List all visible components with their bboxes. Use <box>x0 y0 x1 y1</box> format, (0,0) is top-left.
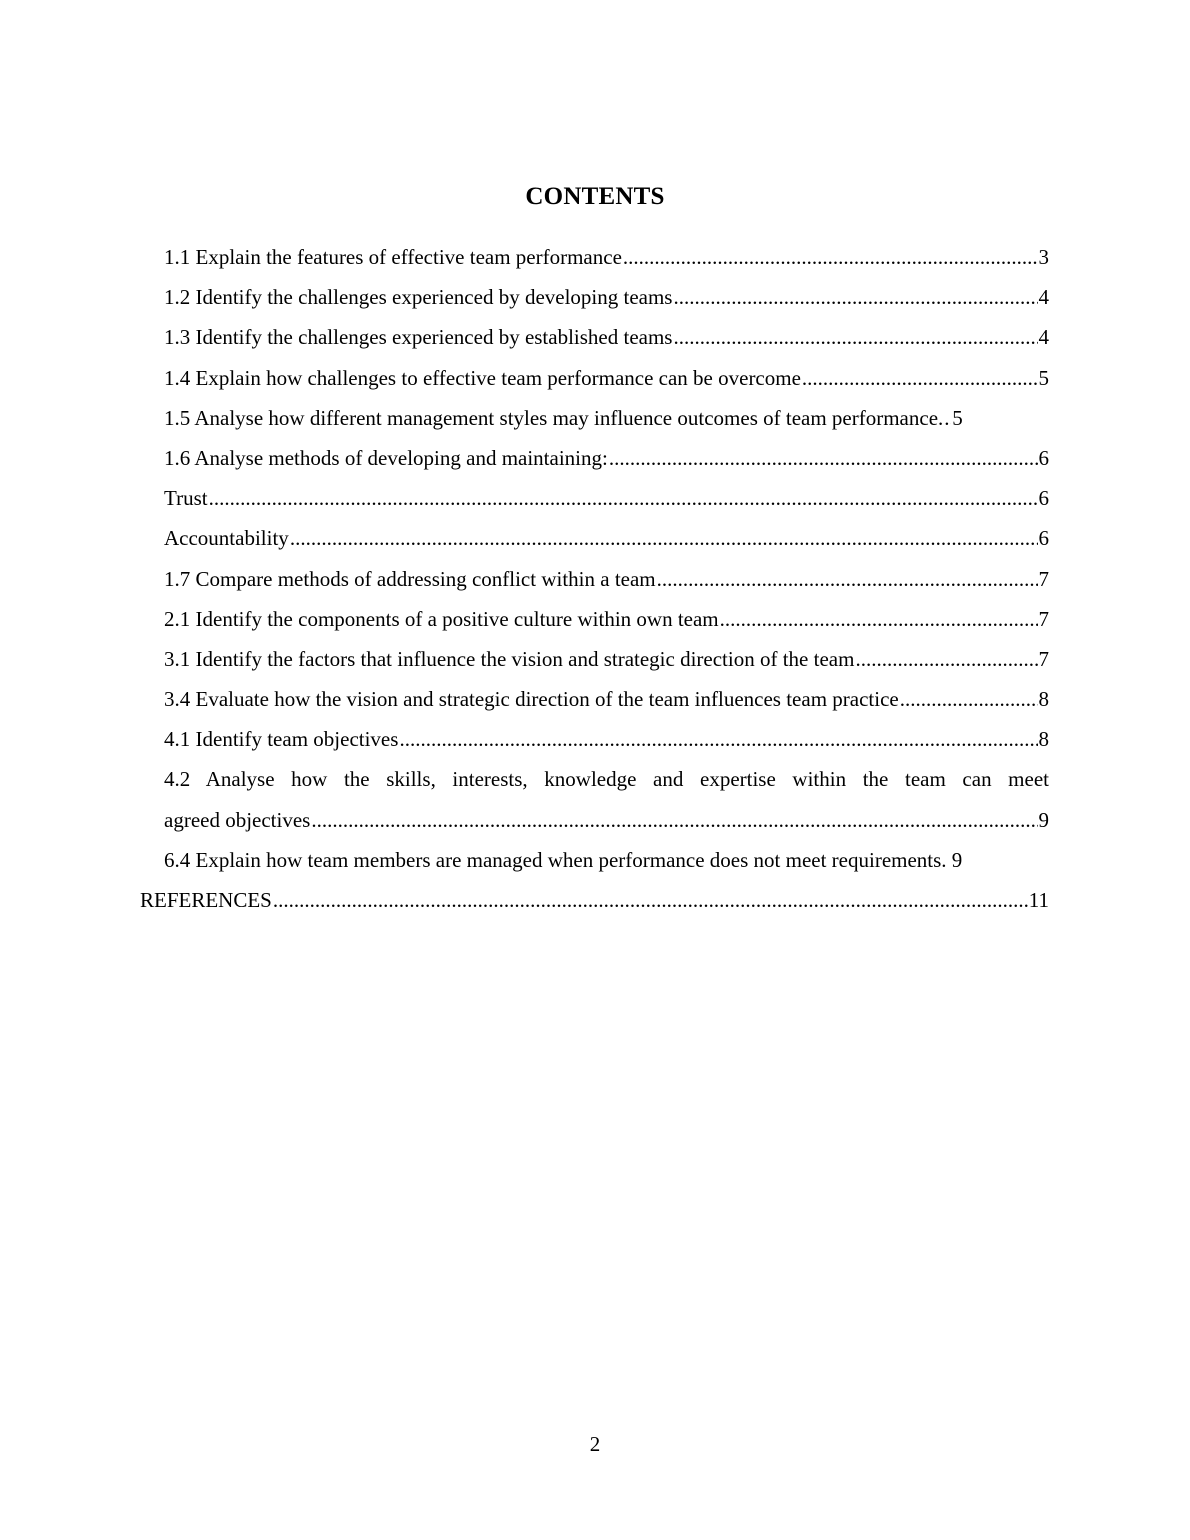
toc-entry-label: Accountability <box>164 526 289 551</box>
toc-entry-page: 6 <box>1038 526 1049 551</box>
toc-entry-page: 5 <box>1038 365 1049 390</box>
toc-entry-label-line1: 4.2 Analyse how the skills, interests, knowledge and expertise within the team can meet <box>164 767 1049 792</box>
toc-entry-label: 1.4 Explain how challenges to effective team performance can be overcome <box>164 365 801 390</box>
dot-leader <box>657 559 1038 599</box>
dot-leader <box>900 679 1038 719</box>
toc-entry[interactable] <box>164 478 1049 518</box>
toc-entry-label: Trust <box>164 486 208 511</box>
contents-heading: CONTENTS <box>525 183 665 210</box>
toc-entry-label-line2: agreed objectives <box>164 807 311 832</box>
toc-entry-label: 2.1 Identify the components of a positive culture within own team <box>164 606 719 631</box>
toc-entry[interactable] <box>164 559 1049 599</box>
toc-entry[interactable] <box>164 679 1049 719</box>
toc-entry-references[interactable] <box>140 880 1049 920</box>
toc-entry-page: 3 <box>1038 245 1049 269</box>
toc-entry-label: 1.2 Identify the challenges experienced by developing teams <box>164 285 673 310</box>
dot-leader <box>290 518 1038 558</box>
toc-entry[interactable] <box>164 358 1049 398</box>
toc-entry[interactable] <box>164 237 1049 277</box>
toc-entry-page: 4 <box>1038 325 1049 350</box>
toc-entry-page: 4 <box>1038 285 1049 310</box>
toc-entry-page: 7 <box>1038 646 1049 671</box>
toc-entry-label: 1.3 Identify the challenges experienced by established teams <box>164 325 673 350</box>
toc-entry[interactable] <box>164 518 1049 558</box>
toc-entry-page: 8 <box>1038 687 1049 712</box>
toc-entry[interactable] <box>164 639 1049 679</box>
toc-entry-page: 6 <box>1038 486 1049 511</box>
dot-leader <box>802 358 1038 398</box>
dot-leader <box>720 599 1038 639</box>
toc-entry[interactable] <box>164 277 1049 317</box>
toc-entry-page: 8 <box>1038 727 1049 752</box>
toc-entry[interactable] <box>164 840 1049 880</box>
dot-leader <box>944 398 951 438</box>
toc-entry[interactable] <box>164 398 1049 438</box>
toc-entry-page: 7 <box>1038 566 1049 591</box>
toc-entry-page: 5 <box>952 405 963 430</box>
table-of-contents <box>0 237 1190 920</box>
dot-leader <box>673 317 1037 357</box>
toc-entry-label: 3.4 Evaluate how the vision and strategic direction of the team influences team practice <box>164 687 899 712</box>
dot-leader <box>273 880 1028 920</box>
toc-entry-label: REFERENCES <box>140 888 272 912</box>
dot-leader <box>311 800 1037 840</box>
toc-entry[interactable] <box>164 317 1049 357</box>
toc-entry-label: 3.1 Identify the factors that influence the vision and strategic direction of the team <box>164 646 855 671</box>
toc-entry-label: 6.4 Explain how team members are managed when performance does not meet requirements. 9 <box>164 847 963 872</box>
toc-entry-label: 1.7 Compare methods of addressing conflict within a team <box>164 566 656 591</box>
toc-entry[interactable] <box>164 800 1049 840</box>
dot-leader <box>209 478 1038 518</box>
toc-entry-page: 6 <box>1038 445 1049 470</box>
toc-entry-label: 1.5 Analyse how different management styles may influence outcomes of team performance. <box>164 405 944 430</box>
dot-leader <box>855 639 1037 679</box>
toc-entry-page: 7 <box>1038 606 1049 631</box>
toc-entry-page: 9 <box>1038 807 1049 832</box>
toc-entry[interactable] <box>164 719 1049 759</box>
toc-entry[interactable] <box>164 438 1049 478</box>
toc-entry-label: 1.1 Explain the features of effective team performance <box>164 245 622 269</box>
dot-leader <box>673 277 1037 317</box>
toc-entry-page: 11 <box>1028 888 1049 912</box>
page-number: 2 <box>589 1432 601 1456</box>
toc-entry[interactable] <box>164 599 1049 639</box>
dot-leader <box>623 237 1038 277</box>
dot-leader <box>609 438 1038 478</box>
toc-entry-label: 4.1 Identify team objectives <box>164 727 399 752</box>
toc-entry-label: 1.6 Analyse methods of developing and maintaining: <box>164 445 608 470</box>
dot-leader <box>399 719 1037 759</box>
toc-entry-wrapped-line[interactable] <box>164 759 1049 799</box>
